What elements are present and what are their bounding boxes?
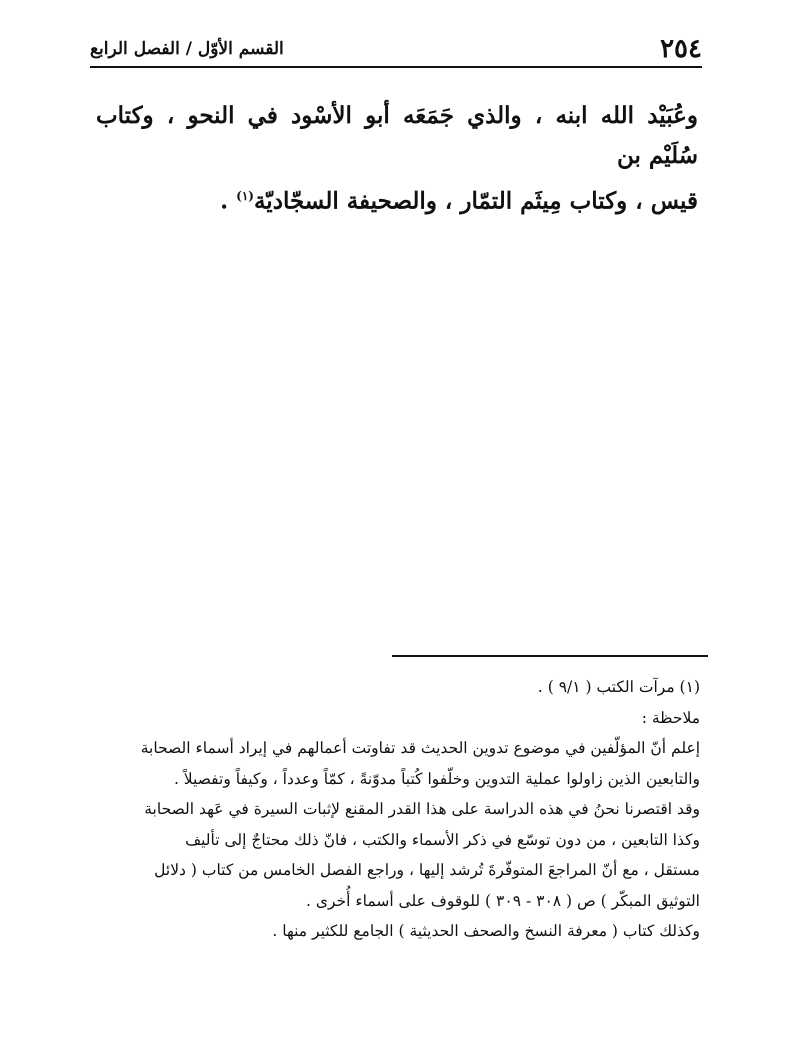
footnotes-section — [96, 672, 700, 947]
page-number: ٢٥٤ — [660, 34, 702, 64]
body-line — [96, 96, 698, 176]
note-line: وكذلك كتاب ( معرفة النسخ والصحف الحديثية ) الجامع للكثير منها . — [272, 922, 700, 940]
note-line: وكذا التابعين ، من دون توسّع في ذكر الأسماء والكتب ، فانّ ذلك محتاجٌ إلى تأليف — [185, 830, 700, 849]
note-line: مستقل ، مع أنّ المراجعَ المتوفّرةَ تُرشد إليها ، وراجع الفصل الخامس من كتاب ( دلائل — [154, 861, 700, 879]
note-line: وقد اقتصرنا نحنُ في هذه الدراسة على هذا القدر المقنع لإثبات السيرة في عَهد الصحابة — [144, 800, 700, 818]
running-title: القسم الأوّل / الفصل الرابع — [90, 39, 284, 59]
note-line: التوثيق المبكّر ) ص ( ٣٠٨ - ٣٠٩ ) للوقوف على أسماء أُخرى . — [306, 891, 700, 910]
header-divider — [90, 66, 702, 68]
body-line-2-text: قيس ، وكتاب مِيثَم التمّار ، والصحيفة السجّاديّة — [253, 187, 698, 215]
footnote-reference: (١) — [236, 189, 254, 203]
footnote-divider — [392, 655, 708, 657]
main-body-text — [96, 96, 698, 222]
body-line-1-text: وعُبَيْد الله ابنه ، والذي جَمَعَه أبو الأسْود في النحو ، وكتاب سُلَيْم بن — [96, 102, 698, 169]
page-header — [90, 32, 702, 66]
body-line — [96, 176, 698, 222]
note-line: والتابعين الذين زاولوا عملية التدوين وخلّفوا كُتباً مدوّنةً ، كمّاً وعدداً ، وكيفاً وتفصيلاً . — [173, 769, 700, 788]
note-label: ملاحظة : — [641, 708, 700, 727]
footnote-1: (١) مرآت الكتب ( ٩/١ ) . — [537, 678, 700, 696]
body-line-2-end: . — [220, 187, 237, 215]
note-line: إعلم أنّ المؤلّفين في موضوع تدوين الحديث قد تفاوتت أعمالهم في إيراد أسماء الصحابة — [140, 739, 700, 757]
